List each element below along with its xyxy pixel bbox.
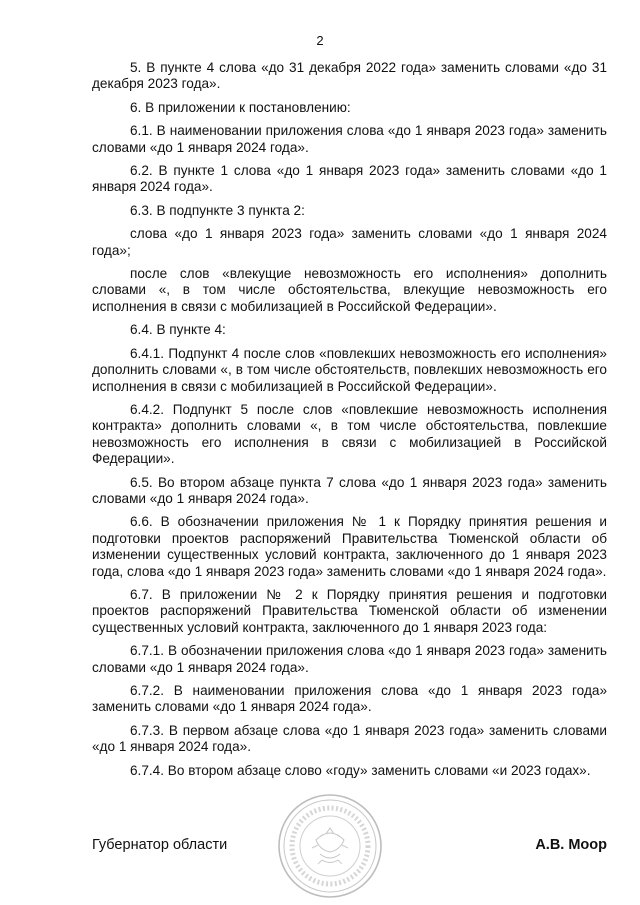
paragraph: 6.4.1. Подпункт 4 после слов «повлекших невозможность его исполнения» дополнить словами «, в том числе обстоятельств, повлекших невозможность его исполнения в связи с мобилизацией в Российской Федерации».	[92, 345, 607, 394]
signature-block	[92, 837, 607, 857]
paragraph: 6.7.1. В обозначении приложения слова «до 1 января 2023 года» заменить словами «до 1 января 2024 года».	[92, 643, 607, 675]
paragraph: после слов «влекущие невозможность его исполнения» дополнить словами «, в том числе обстоятельства, влекущие невозможность его исполнения в связи с мобилизацией в Российской Федерации».	[92, 266, 607, 314]
paragraph: 6.4. В пункте 4:	[130, 322, 226, 338]
paragraph: 6.3. В подпункте 3 пункта 2:	[130, 202, 305, 218]
paragraph: 6.6. В обозначении приложения № 1 к Порядку принятия решения и подготовки проектов распоряжений Правительства Тюменской области об изменении существенных условий контракта, заключенного до 1 января 2023 года, слова «до 1 января 2023 года» заменить словами «до 1 января 2024 года».	[92, 514, 607, 579]
paragraph: 6.5. Во втором абзаце пункта 7 слова «до 1 января 2023 года» заменить словами «до 1 января 2024 года».	[92, 474, 607, 506]
paragraph: 6.2. В пункте 1 слова «до 1 января 2023 года» заменить словами «до 1 января 2024 года».	[92, 163, 607, 195]
paragraph: 6.7.4. Во втором абзаце слово «году» заменить словами «и 2023 годах».	[130, 762, 591, 778]
paragraph: 5. В пункте 4 слова «до 31 декабря 2022 года» заменить словами «до 31 декабря 2023 года».	[92, 60, 607, 92]
paragraph: 6.4.2. Подпункт 5 после слов «повлекшие невозможность исполнения контракта» дополнить словами «, в том числе обстоятельства, повлекшие невозможность его исполнения в связи с мобилизацией в Российской Федерации».	[92, 401, 607, 467]
paragraph: слова «до 1 января 2023 года» заменить словами «до 1 января 2024 года»;	[92, 226, 607, 258]
document-body	[92, 60, 607, 786]
paragraph: 6. В приложении к постановлению:	[130, 99, 351, 115]
paragraph: 6.1. В наименовании приложения слова «до 1 января 2023 года» заменить словами «до 1 января 2024 года».	[92, 123, 607, 155]
paragraph: 6.7. В приложении № 2 к Порядку принятия решения и подготовки проектов распоряжений Правительства Тюменской области об изменении существенных условий контракта, заключенного до 1 января 2023 года:	[92, 586, 607, 635]
paragraph: 6.7.2. В наименовании приложения слова «до 1 января 2023 года» заменить словами «до 1 января 2024 года».	[92, 683, 607, 715]
page-number: 2	[316, 33, 324, 48]
signatory-name: А.В. Моор	[535, 837, 607, 853]
paragraph: 6.7.3. В первом абзаце слова «до 1 января 2023 года» заменить словами «до 1 января 2024 года».	[92, 722, 607, 755]
signatory-title: Губернатор области	[92, 837, 228, 853]
